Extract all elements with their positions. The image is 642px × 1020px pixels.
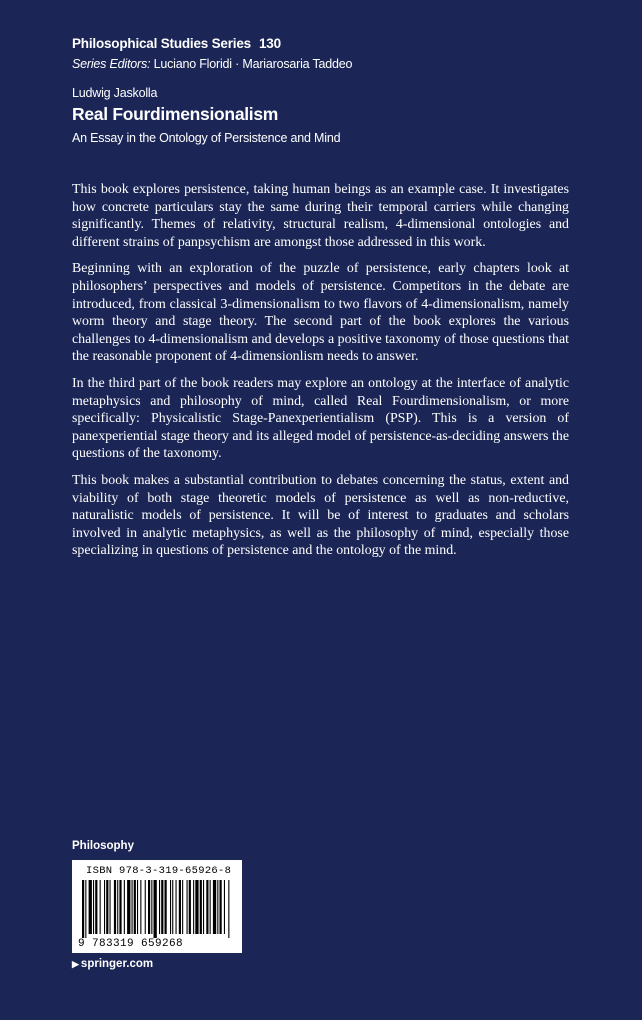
book-title: Real Fourdimensionalism [72, 104, 279, 124]
barcode-bar [210, 880, 211, 934]
publisher-url: springer.com [80, 958, 154, 970]
barcode-bars [80, 880, 234, 938]
barcode-bar [137, 880, 138, 934]
series-line [72, 36, 281, 51]
series-editors-label: Series Editors: [72, 57, 151, 71]
barcode-bar [106, 880, 108, 934]
barcode-bar [134, 880, 136, 934]
barcode-bar [100, 880, 101, 934]
barcode-bar [95, 880, 97, 934]
barcode-bar [170, 880, 171, 934]
publisher-link[interactable] [72, 958, 153, 970]
series-editors [72, 57, 352, 71]
book-subtitle: An Essay in the Ontology of Persistence and Mind [72, 131, 341, 145]
barcode-bar [189, 880, 191, 934]
blurb-paragraph: This book makes a substantial contribution to debates concerning the status, extent and viability of both stage theoretic models of persistence as well as non-reductive, naturalistic models of persistence. It will be of interest to graduates and scholars involved in analytic metaphysics, as well as the philosophy of mind, especially those specializing in questions of persistence and the ontology of the mind. [72, 472, 569, 559]
barcode-bar [228, 880, 229, 938]
barcode-bar [203, 880, 204, 934]
barcode-bar [154, 880, 157, 938]
ean-digits: 9 783319 659268 [78, 938, 184, 950]
author-name: Ludwig Jaskolla [72, 86, 158, 100]
isbn-text: ISBN 978-3-319-65926-8 [86, 865, 232, 877]
barcode-bar [85, 880, 86, 938]
barcode-bar [132, 880, 133, 934]
barcode-bar [148, 880, 150, 934]
isbn-barcode [72, 860, 242, 953]
blurb [72, 181, 569, 569]
barcode-bar [119, 880, 121, 934]
arrow-right-icon: ▶ [72, 959, 79, 969]
series-number: 130 [258, 36, 281, 51]
barcode-bar [195, 880, 198, 934]
barcode-bar [82, 880, 84, 938]
barcode-bar [224, 880, 225, 934]
barcode-bar [145, 880, 146, 934]
barcode-bar [182, 880, 183, 934]
barcode-bar [114, 880, 116, 934]
barcode-bar [89, 880, 92, 934]
barcode-bar [217, 880, 218, 934]
barcode-bar [93, 880, 94, 934]
barcode-bar [124, 880, 125, 934]
category-label: Philosophy [72, 840, 134, 852]
series-editors-names: Luciano Floridi · Mariarosaria Taddeo [153, 57, 353, 71]
barcode-bar [193, 880, 194, 934]
barcode-bar [176, 880, 177, 934]
blurb-paragraph: In the third part of the book readers may explore an ontology at the interface of analytic metaphysics and philosophy of mind, called Real Fourdimensionalism, or more specifically: Physicalistic Stage-Panexperientialism (PSP). This is a version of panexperiential stage theory and its alleged model of persistence-as-deciding answers the questions of the taxonomy. [72, 375, 569, 462]
barcode-bar [161, 880, 163, 934]
blurb-paragraph: This book explores persistence, taking human beings as an example case. It investigates how concrete particulars stay the same during their temporal carriers while changing significantly. Themes of relativity, structural realism, 4-dimensional ontologies and different strains of panpsychism are amongst those addressed in this work. [72, 182, 569, 250]
barcode-bar [151, 880, 152, 934]
barcode-bar [117, 880, 118, 934]
barcode-bar [206, 880, 208, 934]
barcode-bar [179, 880, 181, 934]
series-name: Philosophical Studies Series [72, 36, 251, 51]
barcode-bar [213, 880, 216, 934]
barcode-bar [127, 880, 130, 934]
barcode-bar [220, 880, 222, 934]
barcode-bar [172, 880, 173, 934]
barcode-bar [200, 880, 202, 934]
barcode-bar [104, 880, 105, 934]
barcode-bar [187, 880, 188, 934]
barcode-bar [140, 880, 141, 934]
blurb-paragraph: Beginning with an exploration of the puzzle of persistence, early chapters look at philosophers’ perspectives and models of persistence. Competitors in the debate are introduced, from classical 3-dimensionalism to two flavors of 4-dimensionalism, namely worm theory and stage theory. The second part of the book explores the various challenges to 4-dimensionalism and develops a positive taxonomy of those questions that the reasonable proponent of 4-dimensionlism needs to answer. [72, 261, 569, 365]
barcode-bar [159, 880, 160, 934]
barcode-bar [165, 880, 167, 934]
barcode-bar [110, 880, 111, 934]
